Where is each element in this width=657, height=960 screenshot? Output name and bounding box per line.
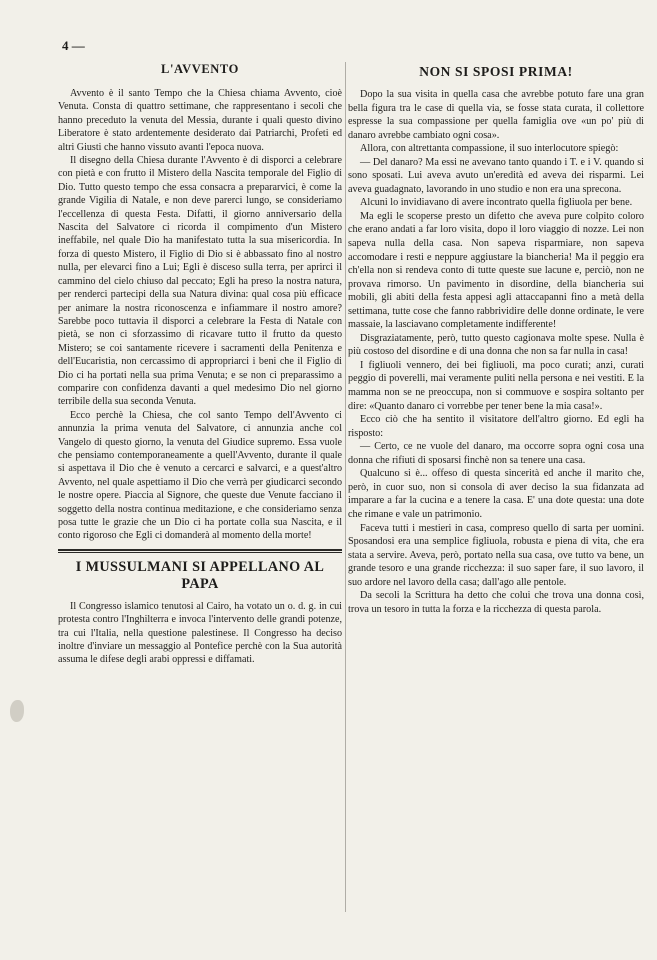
article-paragraph: Faceva tutti i mestieri in casa, compreso quello di sarta per uomini. Sposandosi era una semplice figliuola, robusta e piena di vita, che era stata a servire. Aveva, però, portato nella sua casa, ove tutto va bene, un grande tesoro e una grande ricchezza: il suo saper fare, il suo lavoro, il suo ardore nel lavoro della casa; dall'ago alle pentole.: [348, 522, 644, 588]
article-title-non-si-sposi: NON SI SPOSI PRIMA!: [419, 64, 573, 79]
article-title-mussulmani: I MUSSULMANI SI APPELLANO AL PAPA: [75, 558, 325, 592]
article-paragraph: Da secoli la Scrittura ha detto che colui che trova una donna così, trova un tesoro in tutta la forza e la ricchezza di questa parola.: [348, 590, 644, 615]
article-paragraph: Qualcuno si è... offeso di questa sincerità ed anche il marito che, però, in cuor suo, non si consola di aver deciso la sua fidanzata ad imparare a far la cucina e a tenere la casa. E' una dote questa: una dote che rimane e vale un patrimonio.: [348, 468, 644, 520]
left-column: [58, 62, 342, 667]
article-paragraph: Ma egli le scoperse presto un difetto che aveva pure colpito coloro che erano andati a far loro visita, dopo il loro viaggio di nozze. Lei non sapeva nulla della casa. Non sapeva risparmiare, non sapeva accomodare i resti e neppure aggiustare la biancheria! Ma il peggio era ch'ella non si rendeva conto di tutte queste sue lacune e, perciò, non ne provava rimorso. Un pavimento in disordine, della biancheria sui mobili, gli abiti della festa appesi agli attaccapanni fino a metà della settimana, tutte cose che fanno rabbrividire delle donne ordinate, le vere massaie, la lasciavano completamente indifferente!: [348, 210, 644, 331]
article-title-avvento: L'AVVENTO: [161, 62, 239, 76]
article-paragraph: Ecco ciò che ha sentito il visitatore dell'altro giorno. Ed egli ha risposto:: [348, 414, 644, 439]
article-paragraph: — Del danaro? Ma essi ne avevano tanto quando i T. e i V. quando si sono sposati. Lui aveva avuto un'eredità ed aveva dei risparmi. Lei aveva guadagnato, lavorando in uno studio e non era una sprecona.: [348, 156, 644, 195]
section-rule-thin: [58, 552, 342, 553]
column-divider: [345, 62, 346, 912]
page-number: 4 —: [62, 38, 85, 53]
right-column: [348, 62, 644, 616]
article-paragraph: Allora, con altrettanta compassione, il suo interlocutore spiegò:: [360, 143, 619, 155]
article-paragraph: Il disegno della Chiesa durante l'Avvento è di disporci a celebrare con pietà e con frutto il Mistero della Nascita temporale del Figlio di Dio. Tutto questo tempo che essa consacra a prepararvici, è come la grande Vigilia di Natale, e non deve parerci lungo, se consideriamo l'eccellenza di questa Festa. Difatti, il giorno anniversario della Nascita del Salvatore ci ricorda il compimento d'un Mistero ineffabile, nel quale Dio ha manifestato tutta la sua misericordia. In forza di questo Mistero, il Figlio di Dio si è abbassato fino al nostro nulla, per elevarci fino a Lui; Egli è disceso sulla terra, per aprirci il cammino del cielo chiuso dal peccato; Egli ha preso la nostra natura, per renderci partecipi della sua Natura divina: qual cosa più efficace per animare la nostra riconoscenza e infiammare il nostro amore? Sarebbe poco tuttavia il disporci a celebrare la Festa di Natale con pietà, se non ci sforzassimo di ricavare tutto il frutto da questo Mistero; se coi santamente ricevere i sacramenti della Penitenza e dell'Eucaristia, non cercassimo di appropriarci i beni che il Figlio di Dio ci ha portati nella sua prima Venuta; e se non ci preparassimo a comparire con confidenza davanti a quel medesimo Dio nel giorno terribile della sua seconda Venuta.: [58, 155, 342, 408]
article-paragraph: I figliuoli vennero, dei bei figliuoli, ma poco curati; anzi, curati peggio di poverelli, mai veramente puliti nella persona e nei vestiti. E la mamma non se ne preoccupa, non si commuove e sospira soltanto per dire: «Quanto danaro ci vorrebbe per tener bene la mia casa!».: [348, 359, 644, 412]
article-paragraph: Ecco perchè la Chiesa, che col santo Tempo dell'Avvento ci annunzia la prima venuta del Salvatore, ci annunzia anche col Vangelo di questo giorno, la venuta del Giudice supremo. Essa vuole che pensiamo contemporaneamente a quell'Avvento, durante il quale si aspettava il Dio che è venuto a cercarci e salvarci, e a quest'altro Avvento, nel quale aspettiamo il Dio che verrà per giudicarci secondo le nostre opere. Piaccia al Signore, che queste due Venute facciano il soggetto della nostra continua meditazione, e che consideriamo senza posa tutte le grazie che un Dio ci ha portate colla sua Nascita, e il conto rigoroso che Egli ci domanderà al momento della morte!: [58, 409, 342, 542]
article-paragraph: Disgraziatamente, però, tutto questo cagionava molte spese. Nulla è più costoso del disordine e di una donna che non sa far nulla in casa!: [348, 332, 644, 358]
article-paragraph: Dopo la sua visita in quella casa che avrebbe potuto fare una gran bella figura tra le case di quella via, se fosse stata curata, il collettore espresse la sua compassione per quella famiglia ove «un po' più di danaro avrebbe cambiato ogni cosa».: [348, 89, 644, 141]
article-paragraph: Alcuni lo invidiavano di avere incontrato quella figliuola per bene.: [360, 197, 633, 209]
article-paragraph: — Certo, ce ne vuole del danaro, ma occorre sopra ogni cosa una donna che rifiuti di sposarsi finchè non sa tenere una casa.: [348, 441, 644, 466]
paper-stain: [10, 700, 24, 722]
article-paragraph: Il Congresso islamico tenutosi al Cairo, ha votato un o. d. g. in cui protesta contro l'Inghilterra e invoca l'intervento delle grandi potenze, tra cui l'Italia, nella questione palestinese. Il Congresso ha deciso inoltre d'inviare un messaggio al Pontefice perchè con la Sua autorità assuma le difese degli arabi oppressi e diffamati.: [58, 600, 342, 666]
section-rule: [58, 549, 342, 551]
article-paragraph: Avvento è il santo Tempo che la Chiesa chiama Avvento, cioè Venuta. Consta di quattro settimane, che rappresentano i secoli che hanno preceduto la venuta del Messia, durante i quali questo divino Liberatore è stato ardentemente desiderato dai Patriarchi, Profeti ed altri Giusti che hanno vissuto avanti l'epoca nuova.: [58, 88, 342, 153]
